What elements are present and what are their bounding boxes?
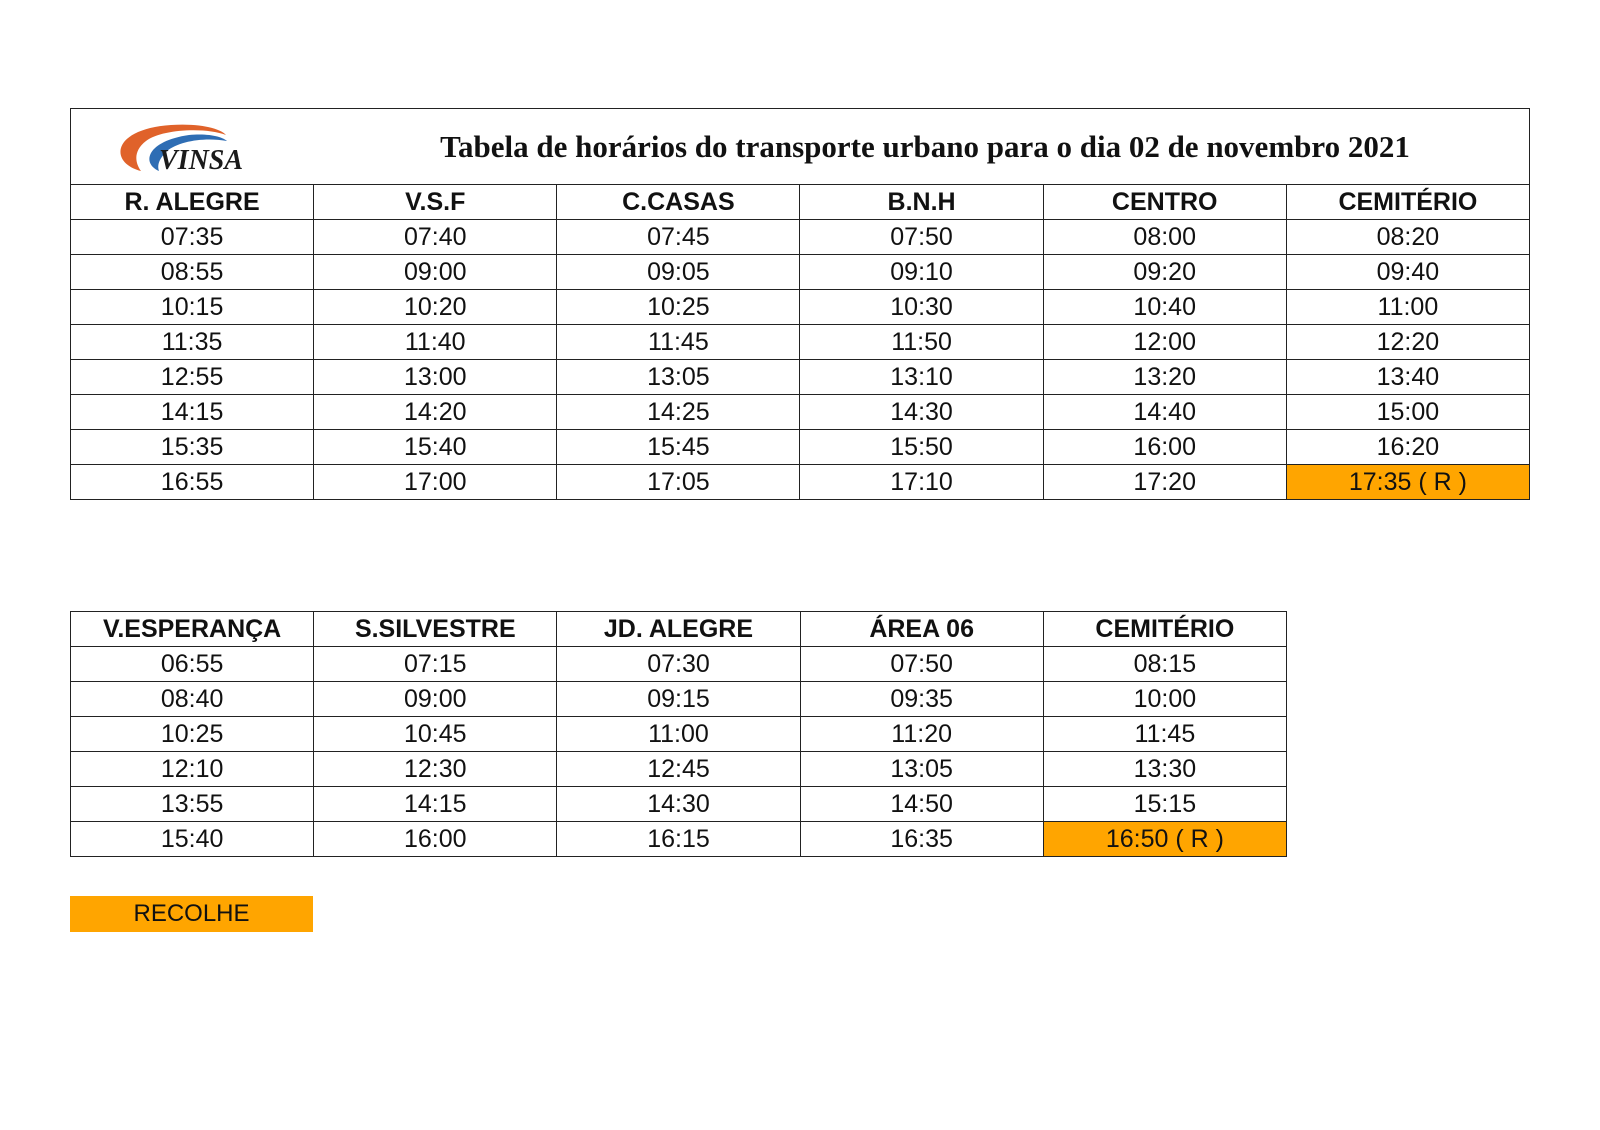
time-cell: 13:55 <box>71 787 314 822</box>
time-cell: 15:15 <box>1043 787 1286 822</box>
header-row <box>71 612 1287 647</box>
time-cell: 06:55 <box>71 647 314 682</box>
time-cell: 07:40 <box>314 220 557 255</box>
time-cell: 09:35 <box>800 682 1043 717</box>
table-row <box>71 752 1287 787</box>
table-body <box>71 647 1287 857</box>
time-cell: 09:15 <box>557 682 800 717</box>
time-cell: 15:40 <box>314 430 557 465</box>
time-cell: 09:20 <box>1043 255 1286 290</box>
vinsa-logo <box>101 119 281 175</box>
column-header: CEMITÉRIO <box>1043 612 1286 647</box>
time-cell: 10:25 <box>557 290 800 325</box>
logo-text: VINSA <box>159 145 244 175</box>
time-cell: 17:35 ( R ) <box>1286 465 1529 500</box>
time-cell: 10:45 <box>314 717 557 752</box>
time-cell: 08:20 <box>1286 220 1529 255</box>
title-cell <box>71 109 1530 185</box>
time-cell: 12:10 <box>71 752 314 787</box>
table-row <box>71 290 1530 325</box>
time-cell: 17:00 <box>314 465 557 500</box>
time-cell: 14:15 <box>314 787 557 822</box>
column-header: JD. ALEGRE <box>557 612 800 647</box>
column-header: B.N.H <box>800 185 1043 220</box>
time-cell: 08:15 <box>1043 647 1286 682</box>
time-cell: 11:20 <box>800 717 1043 752</box>
time-cell: 10:20 <box>314 290 557 325</box>
page-title: Tabela de horários do transporte urbano para o dia 02 de novembro 2021 <box>440 129 1410 164</box>
table-row <box>71 465 1530 500</box>
table-row <box>71 822 1287 857</box>
time-cell: 14:25 <box>557 395 800 430</box>
table-row <box>71 360 1530 395</box>
time-cell: 09:40 <box>1286 255 1529 290</box>
time-cell: 11:35 <box>71 325 314 360</box>
column-header: C.CASAS <box>557 185 800 220</box>
time-cell: 14:20 <box>314 395 557 430</box>
time-cell: 12:30 <box>314 752 557 787</box>
time-cell: 13:30 <box>1043 752 1286 787</box>
time-cell: 08:00 <box>1043 220 1286 255</box>
schedule-table-1 <box>70 108 1530 500</box>
time-cell: 11:00 <box>557 717 800 752</box>
time-cell: 07:30 <box>557 647 800 682</box>
table-row <box>71 787 1287 822</box>
table-row <box>71 430 1530 465</box>
time-cell: 16:50 ( R ) <box>1043 822 1286 857</box>
legend-recolhe: RECOLHE <box>70 896 313 932</box>
time-cell: 10:30 <box>800 290 1043 325</box>
time-cell: 16:00 <box>1043 430 1286 465</box>
time-cell: 09:00 <box>314 255 557 290</box>
time-cell: 14:15 <box>71 395 314 430</box>
table-row <box>71 395 1530 430</box>
column-header: R. ALEGRE <box>71 185 314 220</box>
column-header: V.ESPERANÇA <box>71 612 314 647</box>
time-cell: 13:05 <box>800 752 1043 787</box>
column-header: ÁREA 06 <box>800 612 1043 647</box>
time-cell: 07:50 <box>800 647 1043 682</box>
time-cell: 08:55 <box>71 255 314 290</box>
table-row <box>71 220 1530 255</box>
time-cell: 10:00 <box>1043 682 1286 717</box>
time-cell: 07:35 <box>71 220 314 255</box>
table-row <box>71 255 1530 290</box>
time-cell: 10:40 <box>1043 290 1286 325</box>
time-cell: 08:40 <box>71 682 314 717</box>
time-cell: 15:45 <box>557 430 800 465</box>
time-cell: 17:10 <box>800 465 1043 500</box>
time-cell: 13:20 <box>1043 360 1286 395</box>
time-cell: 14:30 <box>800 395 1043 430</box>
time-cell: 14:30 <box>557 787 800 822</box>
time-cell: 11:45 <box>1043 717 1286 752</box>
time-cell: 17:05 <box>557 465 800 500</box>
time-cell: 12:20 <box>1286 325 1529 360</box>
time-cell: 12:55 <box>71 360 314 395</box>
table-row <box>71 647 1287 682</box>
time-cell: 15:00 <box>1286 395 1529 430</box>
time-cell: 12:45 <box>557 752 800 787</box>
time-cell: 10:15 <box>71 290 314 325</box>
time-cell: 07:15 <box>314 647 557 682</box>
time-cell: 07:50 <box>800 220 1043 255</box>
time-cell: 16:20 <box>1286 430 1529 465</box>
time-cell: 15:50 <box>800 430 1043 465</box>
header-row <box>71 185 1530 220</box>
time-cell: 11:00 <box>1286 290 1529 325</box>
time-cell: 16:35 <box>800 822 1043 857</box>
time-cell: 13:00 <box>314 360 557 395</box>
column-header: V.S.F <box>314 185 557 220</box>
table-row <box>71 325 1530 360</box>
time-cell: 13:05 <box>557 360 800 395</box>
time-cell: 09:05 <box>557 255 800 290</box>
time-cell: 15:35 <box>71 430 314 465</box>
time-cell: 09:10 <box>800 255 1043 290</box>
time-cell: 13:40 <box>1286 360 1529 395</box>
time-cell: 16:00 <box>314 822 557 857</box>
column-header: CENTRO <box>1043 185 1286 220</box>
table-row <box>71 682 1287 717</box>
time-cell: 11:40 <box>314 325 557 360</box>
column-header: CEMITÉRIO <box>1286 185 1529 220</box>
schedule-table-2 <box>70 611 1287 857</box>
time-cell: 13:10 <box>800 360 1043 395</box>
table-body <box>71 220 1530 500</box>
time-cell: 10:25 <box>71 717 314 752</box>
time-cell: 17:20 <box>1043 465 1286 500</box>
time-cell: 14:50 <box>800 787 1043 822</box>
time-cell: 15:40 <box>71 822 314 857</box>
time-cell: 16:15 <box>557 822 800 857</box>
table-row <box>71 717 1287 752</box>
time-cell: 14:40 <box>1043 395 1286 430</box>
time-cell: 16:55 <box>71 465 314 500</box>
time-cell: 07:45 <box>557 220 800 255</box>
column-header: S.SILVESTRE <box>314 612 557 647</box>
time-cell: 11:50 <box>800 325 1043 360</box>
title-row <box>71 109 1530 185</box>
time-cell: 11:45 <box>557 325 800 360</box>
time-cell: 12:00 <box>1043 325 1286 360</box>
time-cell: 09:00 <box>314 682 557 717</box>
